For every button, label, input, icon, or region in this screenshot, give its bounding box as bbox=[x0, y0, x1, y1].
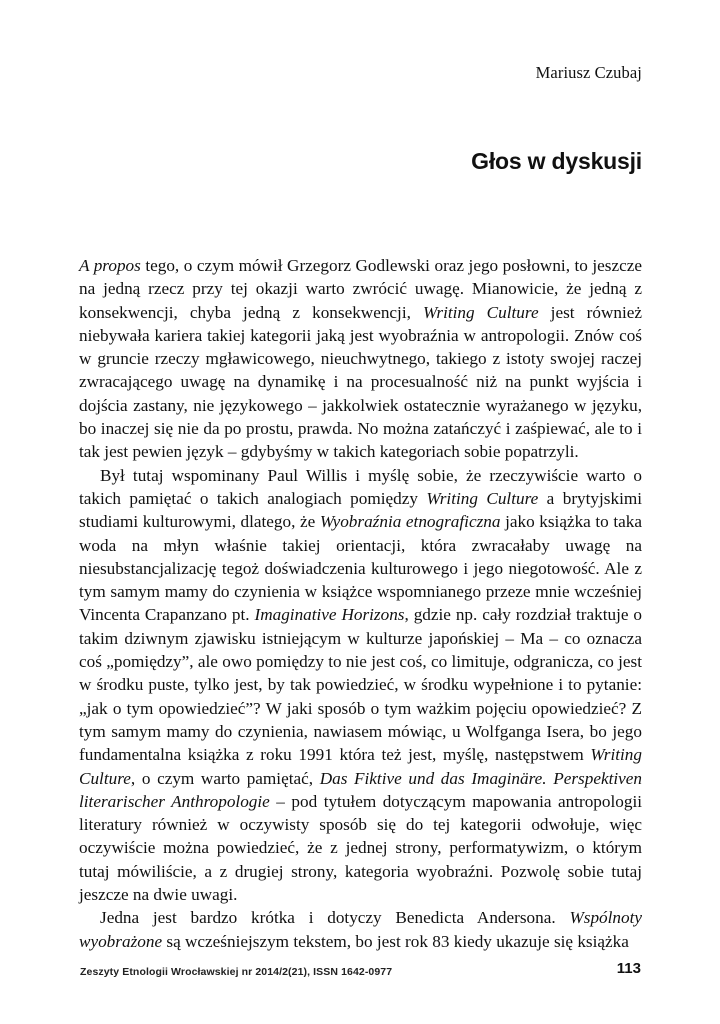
paragraph-text: jest również niebywała kariera takiej kategorii jaką jest wyobraźnia w antropologii. Znów coś w gruncie rzeczy mgławicowego, nieuchwytnego, takiego z istoty swojej raczej zwracającego uwagę na dynamikę i na procesualność niż na punkt wyjścia i dojścia zastany, nie językowego – jakkolwiek ostatecznie wyrażanego w języku, bo inaczej się nie da po prostu, prawda. No można zatańczyć i zaśpiewać, ale to i tak jest pewien język – gdybyśmy w takich kategoriach sobie popatrzyli. bbox=[79, 302, 643, 462]
book-title: Wspólnoty wyobrażone bbox=[79, 908, 642, 951]
italic-term: A propos bbox=[79, 256, 141, 275]
paragraph-text: , gdzie np. cały rozdział traktuje o takim dziwnym zjawisku istniejącym w kulturze japońskiej – Ma – co oznacza coś „pomiędzy”, ale owo pomiędzy to nie jest coś, co limituje, odgranicza, co jest w środku puste, tylko jest, by tak powiedzieć, w środku wypełnione i to pytanie: „jak o tym opowiedzieć”? W jaki sposób o tym ważkim pojęciu opowiedzieć? Z tym samym mamy do czynienia, nawiasem mówiąc, u Wolfganga Isera, bo jego fundamentalna książka z roku 1991 która też jest, myślę, następstwem bbox=[79, 605, 642, 765]
paragraph-text: , o czym warto pamiętać, bbox=[130, 768, 320, 788]
footer-journal-citation: Zeszyty Etnologii Wrocławskiej nr 2014/2(21), ISSN 1642-0977 bbox=[80, 966, 393, 978]
book-title: Das Fiktive und das Imaginäre. Perspektiven literarischer Anthropologie bbox=[79, 768, 642, 811]
book-title: Writing Culture bbox=[423, 302, 539, 322]
paragraph-text: – pod tytułem dotyczącym mapowania antropologii literatury również w oczywisty sposób się do tej kategorii odwołuje, więc oczywiście można powiedzieć, że z jednej strony, performatywizm, o którym tutaj mówiliście, a z drugiej strony, kategoria wyobraźni. Pozwolę sobie tutaj jeszcze na dwie uwagi. bbox=[79, 791, 642, 905]
paragraph-2 bbox=[79, 464, 642, 907]
paragraph-text: Był tutaj wspominany Paul Willis i myślę sobie, że rzeczywiście warto o takich pamiętać o takich analogiach pomiędzy bbox=[79, 465, 642, 508]
article-title: Głos w dyskusji bbox=[471, 148, 642, 174]
paragraph-text: tego, o czym mówił Grzegorz Godlewski oraz jego posłowni, to jeszcze na jedną rzecz przy tej okazji warto zwrócić uwagę. Mianowicie, że jedną z konsekwencji, chyba jedną z konsekwencji, bbox=[79, 256, 642, 322]
book-title: Imaginative Horizons bbox=[254, 605, 405, 625]
running-header-author: Mariusz Czubaj bbox=[535, 63, 642, 82]
book-title: Writing Culture bbox=[426, 488, 539, 508]
paragraph-text: są wcześniejszym tekstem, bo jest rok 83 kiedy ukazuje się książka bbox=[162, 931, 629, 951]
paragraph-3 bbox=[79, 906, 642, 953]
paragraph-text: jako książka to taka woda na młyn właśnie takiej orientacji, która zwracałaby uwagę na niesubstancjalizację tegoż doświadczenia kulturowego i jego niegotowość. Ale z tym samym mamy do czynienia w książce wspomnianego przeze mnie wcześniej Vincenta Crapanzano pt. bbox=[79, 512, 642, 625]
article-body bbox=[79, 254, 642, 953]
paragraph-text: a brytyjskimi studiami kulturowymi, dlatego, że bbox=[79, 488, 642, 532]
paragraph-text: Jedna jest bardzo krótka i dotyczy Benedicta Andersona. bbox=[100, 908, 570, 928]
page-number: 113 bbox=[616, 960, 641, 977]
paragraph-1 bbox=[79, 254, 642, 464]
book-title: Writing Culture bbox=[79, 745, 642, 788]
book-title: Wyobraźnia etnograficzna bbox=[319, 512, 501, 532]
